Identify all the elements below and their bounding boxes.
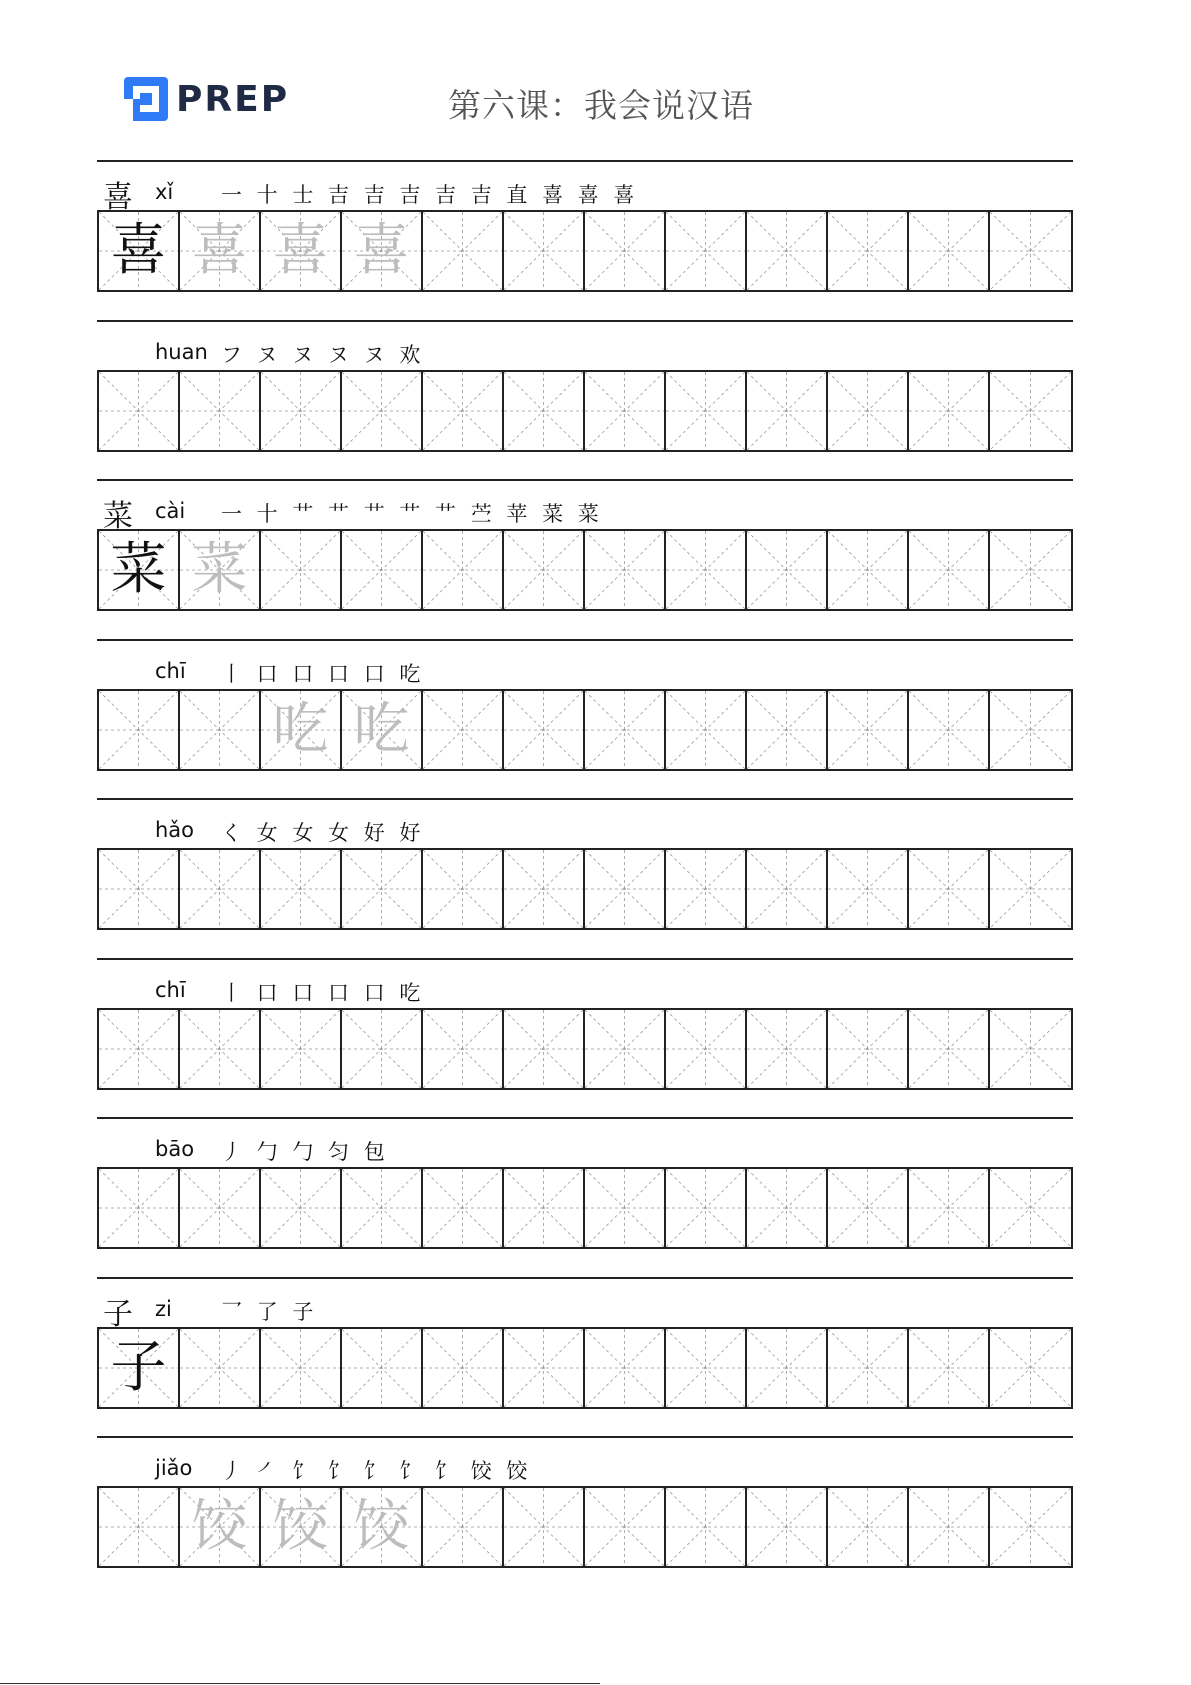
- trace-character: 饺: [191, 1494, 248, 1559]
- row-header: [97, 1125, 1073, 1165]
- writing-cell[interactable]: [423, 212, 504, 290]
- writing-cell[interactable]: [342, 212, 423, 290]
- writing-cell[interactable]: [261, 372, 342, 450]
- stroke-order: 乛 了 子: [221, 1299, 318, 1324]
- practice-grid: [97, 1008, 1073, 1090]
- practice-row: [97, 479, 1073, 629]
- row-divider: [97, 320, 1073, 322]
- writing-cell[interactable]: [666, 531, 747, 609]
- writing-cell[interactable]: [990, 1488, 1071, 1566]
- writing-cell[interactable]: [909, 691, 990, 769]
- trace-character: 吃: [353, 696, 410, 762]
- row-divider: [97, 1277, 1073, 1279]
- writing-cell[interactable]: [261, 691, 342, 769]
- practice-row: [97, 1277, 1073, 1427]
- row-divider: [97, 1117, 1073, 1119]
- writing-cell[interactable]: [990, 1169, 1071, 1247]
- writing-cell[interactable]: [747, 372, 828, 450]
- practice-row: [97, 160, 1073, 310]
- row-header: [97, 487, 1073, 534]
- writing-cell[interactable]: [180, 1329, 261, 1407]
- writing-cell[interactable]: [828, 372, 909, 450]
- writing-cell[interactable]: [585, 1010, 666, 1088]
- trace-character: 吃: [272, 696, 329, 762]
- row-header: [97, 168, 1073, 215]
- stroke-order: 丿 ㇒ 饣 饣 饣 饣 饣 饺 饺: [221, 1459, 532, 1483]
- practice-row: [97, 958, 1073, 1108]
- writing-cell[interactable]: [261, 531, 342, 609]
- writing-cell[interactable]: [180, 1169, 261, 1247]
- trace-character: 饺: [272, 1494, 329, 1559]
- writing-cell[interactable]: [423, 1488, 504, 1566]
- writing-cell[interactable]: [342, 1169, 423, 1247]
- writing-cell[interactable]: [342, 1010, 423, 1088]
- writing-cell[interactable]: [99, 1010, 180, 1088]
- stroke-order: 丿 勹 勹 匀 包: [221, 1140, 389, 1164]
- writing-cell[interactable]: [180, 212, 261, 290]
- writing-cell[interactable]: [99, 691, 180, 769]
- writing-cell[interactable]: [828, 850, 909, 928]
- row-divider: [97, 958, 1073, 960]
- writing-cell[interactable]: [342, 691, 423, 769]
- writing-cell[interactable]: [828, 1169, 909, 1247]
- practice-grid: [97, 1486, 1073, 1568]
- practice-row: [97, 798, 1073, 948]
- row-pinyin: hǎo: [155, 818, 195, 842]
- row-header: [97, 1444, 1073, 1484]
- writing-cell[interactable]: [909, 212, 990, 290]
- writing-cell[interactable]: [99, 372, 180, 450]
- practice-grid: [97, 689, 1073, 771]
- writing-cell[interactable]: [261, 212, 342, 290]
- writing-cell[interactable]: [585, 212, 666, 290]
- writing-cell[interactable]: [99, 1329, 180, 1407]
- stroke-order: く 女 女 女 好 好: [221, 821, 425, 845]
- writing-cell[interactable]: [585, 1488, 666, 1566]
- writing-cell[interactable]: [666, 1329, 747, 1407]
- row-header: [97, 1285, 1073, 1332]
- writing-cell[interactable]: [180, 372, 261, 450]
- page-bottom-divider: [0, 1683, 600, 1684]
- row-divider: [97, 798, 1073, 800]
- writing-cell[interactable]: [423, 372, 504, 450]
- writing-cell[interactable]: [504, 212, 585, 290]
- model-character: 菜: [110, 537, 167, 602]
- row-character: 子: [103, 1296, 133, 1332]
- practice-grid: [97, 529, 1073, 611]
- writing-cell[interactable]: [180, 1010, 261, 1088]
- writing-cell[interactable]: [585, 691, 666, 769]
- writing-cell[interactable]: [747, 1329, 828, 1407]
- writing-cell[interactable]: [423, 1329, 504, 1407]
- row-character: 菜: [103, 499, 133, 534]
- writing-cell[interactable]: [99, 212, 180, 290]
- writing-cell[interactable]: [666, 372, 747, 450]
- writing-cell[interactable]: [585, 372, 666, 450]
- writing-cell[interactable]: [909, 1488, 990, 1566]
- writing-cell[interactable]: [747, 850, 828, 928]
- practice-grid: [97, 1327, 1073, 1409]
- writing-cell[interactable]: [423, 531, 504, 609]
- writing-cell[interactable]: [180, 850, 261, 928]
- model-character: 子: [110, 1334, 167, 1400]
- writing-cell[interactable]: [504, 531, 585, 609]
- writing-cell[interactable]: [828, 1329, 909, 1407]
- practice-row: [97, 1436, 1073, 1586]
- row-pinyin: chī: [155, 977, 186, 1002]
- trace-character: 喜: [191, 218, 248, 283]
- writing-cell[interactable]: [504, 372, 585, 450]
- writing-cell[interactable]: [261, 1488, 342, 1566]
- writing-cell[interactable]: [828, 1488, 909, 1566]
- row-pinyin: cài: [155, 499, 186, 523]
- stroke-order: 一 十 艹 艹 艹 艹 艹 苎 苹 菜 菜: [221, 502, 603, 526]
- writing-cell[interactable]: [585, 531, 666, 609]
- practice-grid: [97, 1167, 1073, 1249]
- row-pinyin: chī: [155, 658, 186, 683]
- row-pinyin: bāo: [155, 1137, 195, 1161]
- writing-cell[interactable]: [666, 691, 747, 769]
- writing-cell[interactable]: [666, 850, 747, 928]
- page-title: 第六课：我会说汉语: [448, 86, 754, 125]
- writing-cell[interactable]: [990, 212, 1071, 290]
- prep-logo: [124, 76, 289, 122]
- row-divider: [97, 479, 1073, 481]
- row-pinyin: huan: [155, 339, 208, 364]
- row-pinyin: xǐ: [155, 180, 174, 204]
- practice-grid: [97, 848, 1073, 930]
- writing-cell[interactable]: [423, 1010, 504, 1088]
- writing-cell[interactable]: [990, 372, 1071, 450]
- practice-grid: [97, 210, 1073, 292]
- writing-cell[interactable]: [909, 1169, 990, 1247]
- trace-character: 喜: [353, 218, 410, 283]
- practice-grid: [97, 370, 1073, 452]
- row-pinyin: zi: [155, 1296, 172, 1321]
- row-pinyin: jiǎo: [155, 1456, 193, 1480]
- row-divider: [97, 160, 1073, 162]
- writing-cell[interactable]: [990, 691, 1071, 769]
- writing-cell[interactable]: [342, 1329, 423, 1407]
- row-header: [97, 806, 1073, 846]
- writing-cell[interactable]: [423, 1169, 504, 1247]
- writing-cell[interactable]: [909, 1329, 990, 1407]
- writing-cell[interactable]: [666, 212, 747, 290]
- writing-cell[interactable]: [909, 1010, 990, 1088]
- writing-cell[interactable]: [99, 1169, 180, 1247]
- writing-cell[interactable]: [585, 1169, 666, 1247]
- stroke-order: 丨 口 口 口 口 吃: [221, 980, 425, 1005]
- writing-cell[interactable]: [585, 1329, 666, 1407]
- logo-text: PREP: [176, 78, 290, 120]
- writing-cell[interactable]: [180, 1488, 261, 1566]
- practice-row: [97, 320, 1073, 470]
- stroke-order: フ ヌ ヌ ヌ ヌ 欢: [221, 342, 425, 367]
- writing-cell[interactable]: [990, 1329, 1071, 1407]
- writing-cell[interactable]: [990, 850, 1071, 928]
- writing-cell[interactable]: [180, 691, 261, 769]
- row-character: 喜: [103, 180, 133, 215]
- writing-cell[interactable]: [747, 1010, 828, 1088]
- model-character: 喜: [110, 218, 167, 283]
- writing-cell[interactable]: [585, 850, 666, 928]
- writing-cell[interactable]: [747, 531, 828, 609]
- writing-cell[interactable]: [747, 691, 828, 769]
- writing-cell[interactable]: [423, 691, 504, 769]
- writing-cell[interactable]: [747, 1488, 828, 1566]
- writing-cell[interactable]: [261, 1010, 342, 1088]
- writing-cell[interactable]: [828, 531, 909, 609]
- writing-cell[interactable]: [504, 1488, 585, 1566]
- writing-cell[interactable]: [828, 1010, 909, 1088]
- writing-cell[interactable]: [99, 531, 180, 609]
- writing-cell[interactable]: [747, 212, 828, 290]
- writing-cell[interactable]: [504, 691, 585, 769]
- row-header: [97, 966, 1073, 1006]
- trace-character: 饺: [353, 1494, 410, 1559]
- writing-cell[interactable]: [504, 1169, 585, 1247]
- prep-logo-icon: [124, 77, 168, 121]
- writing-cell[interactable]: [180, 531, 261, 609]
- writing-cell[interactable]: [261, 850, 342, 928]
- writing-cell[interactable]: [666, 1010, 747, 1088]
- writing-cell[interactable]: [99, 850, 180, 928]
- writing-cell[interactable]: [504, 1329, 585, 1407]
- writing-cell[interactable]: [828, 691, 909, 769]
- writing-cell[interactable]: [342, 1488, 423, 1566]
- writing-cell[interactable]: [909, 372, 990, 450]
- row-divider: [97, 639, 1073, 641]
- row-divider: [97, 1436, 1073, 1438]
- trace-character: 菜: [191, 537, 248, 602]
- writing-cell[interactable]: [990, 1010, 1071, 1088]
- practice-row: [97, 639, 1073, 789]
- writing-cell[interactable]: [666, 1488, 747, 1566]
- writing-cell[interactable]: [342, 850, 423, 928]
- trace-character: 喜: [272, 218, 329, 283]
- writing-cell[interactable]: [828, 212, 909, 290]
- row-header: [97, 328, 1073, 368]
- practice-row: [97, 1117, 1073, 1267]
- row-header: [97, 647, 1073, 687]
- stroke-order: 一 十 士 吉 吉 吉 吉 吉 直 喜 喜 喜: [221, 183, 639, 207]
- writing-cell[interactable]: [504, 850, 585, 928]
- writing-cell[interactable]: [99, 1488, 180, 1566]
- writing-cell[interactable]: [909, 531, 990, 609]
- page-header: [0, 0, 1191, 150]
- writing-cell[interactable]: [423, 850, 504, 928]
- writing-cell[interactable]: [261, 1329, 342, 1407]
- writing-cell[interactable]: [666, 1169, 747, 1247]
- writing-cell[interactable]: [990, 531, 1071, 609]
- writing-cell[interactable]: [909, 850, 990, 928]
- writing-cell[interactable]: [261, 1169, 342, 1247]
- writing-cell[interactable]: [342, 531, 423, 609]
- writing-cell[interactable]: [342, 372, 423, 450]
- stroke-order: 丨 口 口 口 口 吃: [221, 661, 425, 686]
- writing-cell[interactable]: [504, 1010, 585, 1088]
- writing-cell[interactable]: [747, 1169, 828, 1247]
